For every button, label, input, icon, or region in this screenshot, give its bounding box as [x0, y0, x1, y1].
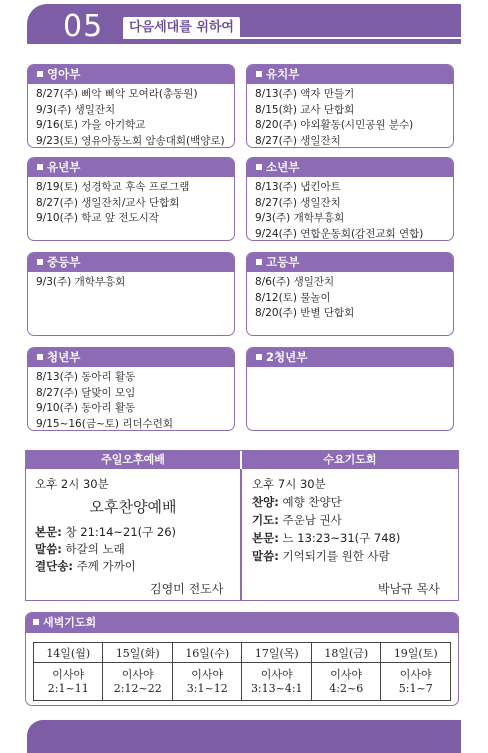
list-item: 9/15~16(금~토) 리더수련회: [36, 417, 174, 430]
day-cell: 16일(수): [173, 643, 242, 663]
card-middle-school: [27, 252, 235, 336]
scripture-ref: 4:2~6: [329, 681, 364, 695]
list-item: 9/16(토) 가을 아기학교: [36, 119, 146, 131]
day-cell: 14일(월): [34, 643, 103, 663]
list-item: 8/27(주) 달맞이 모임: [36, 386, 136, 399]
card-title: 중등부: [47, 255, 81, 269]
scripture-cell: [312, 663, 381, 701]
bullet-square-icon: [37, 71, 43, 77]
bullet-square-icon: [37, 259, 43, 265]
wednesday-time: 오후 7시 30분: [252, 477, 326, 491]
scripture-cell: [381, 663, 451, 701]
list-item: 8/13(주) 동아리 활동: [36, 371, 136, 383]
wednesday-speaker: 박남규 목사: [378, 582, 440, 596]
scripture-cell: [242, 663, 312, 701]
sunday-line: 결단송: 주께 가까이: [35, 559, 136, 573]
footer-bar: [27, 720, 461, 753]
wednesday-line: 본문: 느 13:23~31(구 748): [252, 531, 401, 545]
scripture-book: 이사야: [52, 667, 85, 681]
list-item: 9/3(주) 생일잔치: [36, 103, 116, 116]
dawn-prayer-table: [33, 642, 451, 701]
list-item: 9/3(주) 개학부흥회: [255, 212, 345, 224]
list-item: 8/20(주) 야외활동(시민공원 분수): [255, 119, 414, 131]
list-item: 8/15(화) 교사 단합회: [255, 103, 355, 116]
scripture-ref: 3:13~4:1: [250, 681, 303, 695]
card-elementary: [27, 157, 235, 241]
bullet-square-icon: [256, 259, 262, 265]
scripture-book: 이사야: [121, 667, 154, 681]
day-cell: 18일(금): [312, 643, 381, 663]
wednesday-prayer-heading: 수요기도회: [242, 451, 458, 469]
sunday-speaker: 김영미 전도사: [150, 582, 224, 596]
bullet-square-icon: [37, 354, 43, 360]
scripture-cell: [34, 663, 103, 701]
dawn-prayer-panel: [25, 612, 459, 706]
dawn-prayer-heading: 새벽기도회: [43, 616, 97, 629]
card-high-school: [246, 252, 454, 336]
sunday-time: 오후 2시 30분: [35, 477, 109, 491]
sunday-line: 말씀: 하갈의 노래: [35, 542, 125, 556]
card-young-adult-2: [246, 347, 454, 431]
list-item: 8/13(주) 냅킨아트: [255, 181, 341, 193]
scripture-book: 이사야: [330, 667, 363, 681]
card-young-adult: [27, 347, 235, 431]
sunday-service-heading: 주일오후예배: [26, 451, 240, 469]
scripture-cell: [103, 663, 173, 701]
card-title: 유치부: [266, 67, 300, 81]
sunday-service-title: 오후찬양예배: [89, 498, 177, 516]
section-number: 05: [63, 9, 104, 44]
section-header: [27, 4, 461, 44]
day-cell: 17일(목): [242, 643, 312, 663]
scripture-ref: 2:1~11: [47, 681, 89, 695]
bullet-square-icon: [256, 71, 262, 77]
card-title: 청년부: [47, 350, 81, 364]
list-item: 8/6(주) 생일잔치: [255, 276, 335, 288]
list-item: 8/19(토) 성경학교 후속 프로그램: [36, 181, 190, 193]
list-item: 8/27(주) 삐악 삐악 모여라(총동원): [36, 88, 198, 100]
bullet-square-icon: [33, 619, 39, 625]
scripture-ref: 3:1~12: [186, 681, 228, 695]
card-title: 영아부: [47, 67, 81, 81]
list-item: 8/12(토) 물놀이: [255, 291, 331, 304]
bullet-square-icon: [256, 354, 262, 360]
scripture-book: 이사야: [260, 667, 293, 681]
day-cell: 15일(화): [103, 643, 173, 663]
day-cell: 19일(토): [381, 643, 451, 663]
scripture-book: 이사야: [191, 667, 224, 681]
list-item: 9/23(토) 영유아동노회 암송대회(백양로): [36, 134, 225, 147]
scripture-book: 이사야: [399, 667, 432, 681]
bullet-square-icon: [256, 164, 262, 170]
card-kindergarten: [246, 64, 454, 148]
scripture-cell: [173, 663, 242, 701]
list-item: 8/13(주) 액자 만들기: [255, 88, 355, 100]
list-item: 9/10(주) 동아리 활동: [36, 402, 136, 414]
card-title: 2청년부: [266, 350, 308, 364]
worship-panel: [25, 450, 459, 601]
bullet-square-icon: [37, 164, 43, 170]
card-title: 유년부: [47, 160, 81, 174]
list-item: 8/27(주) 생일잔치: [255, 134, 341, 147]
wednesday-line: 찬양: 예향 찬양단: [252, 495, 342, 509]
list-item: 8/20(주) 반별 단합회: [255, 307, 355, 319]
card-junior: [246, 157, 454, 241]
column-divider: [240, 469, 242, 600]
section-title: 다음세대를 위하여: [123, 17, 240, 39]
wednesday-line: 기도: 주운남 권사: [252, 513, 342, 527]
scripture-ref: 5:1~7: [398, 681, 433, 695]
sunday-line: 본문: 창 21:14~21(구 26): [35, 525, 177, 539]
scripture-ref: 2:12~22: [113, 681, 162, 695]
wednesday-line: 말씀: 기억되기를 원한 사람: [252, 549, 390, 563]
list-item: 9/3(주) 개학부흥회: [36, 276, 126, 288]
list-item: 8/27(주) 생일잔치/교사 단합회: [36, 196, 180, 209]
list-item: 9/10(주) 학교 앞 전도시작: [36, 212, 159, 224]
card-title: 소년부: [266, 160, 300, 174]
card-infant: [27, 64, 235, 148]
list-item: 9/24(주) 연합운동회(감전교회 연합): [255, 227, 424, 240]
list-item: 8/27(주) 생일잔치: [255, 196, 341, 209]
card-title: 고등부: [266, 255, 300, 269]
